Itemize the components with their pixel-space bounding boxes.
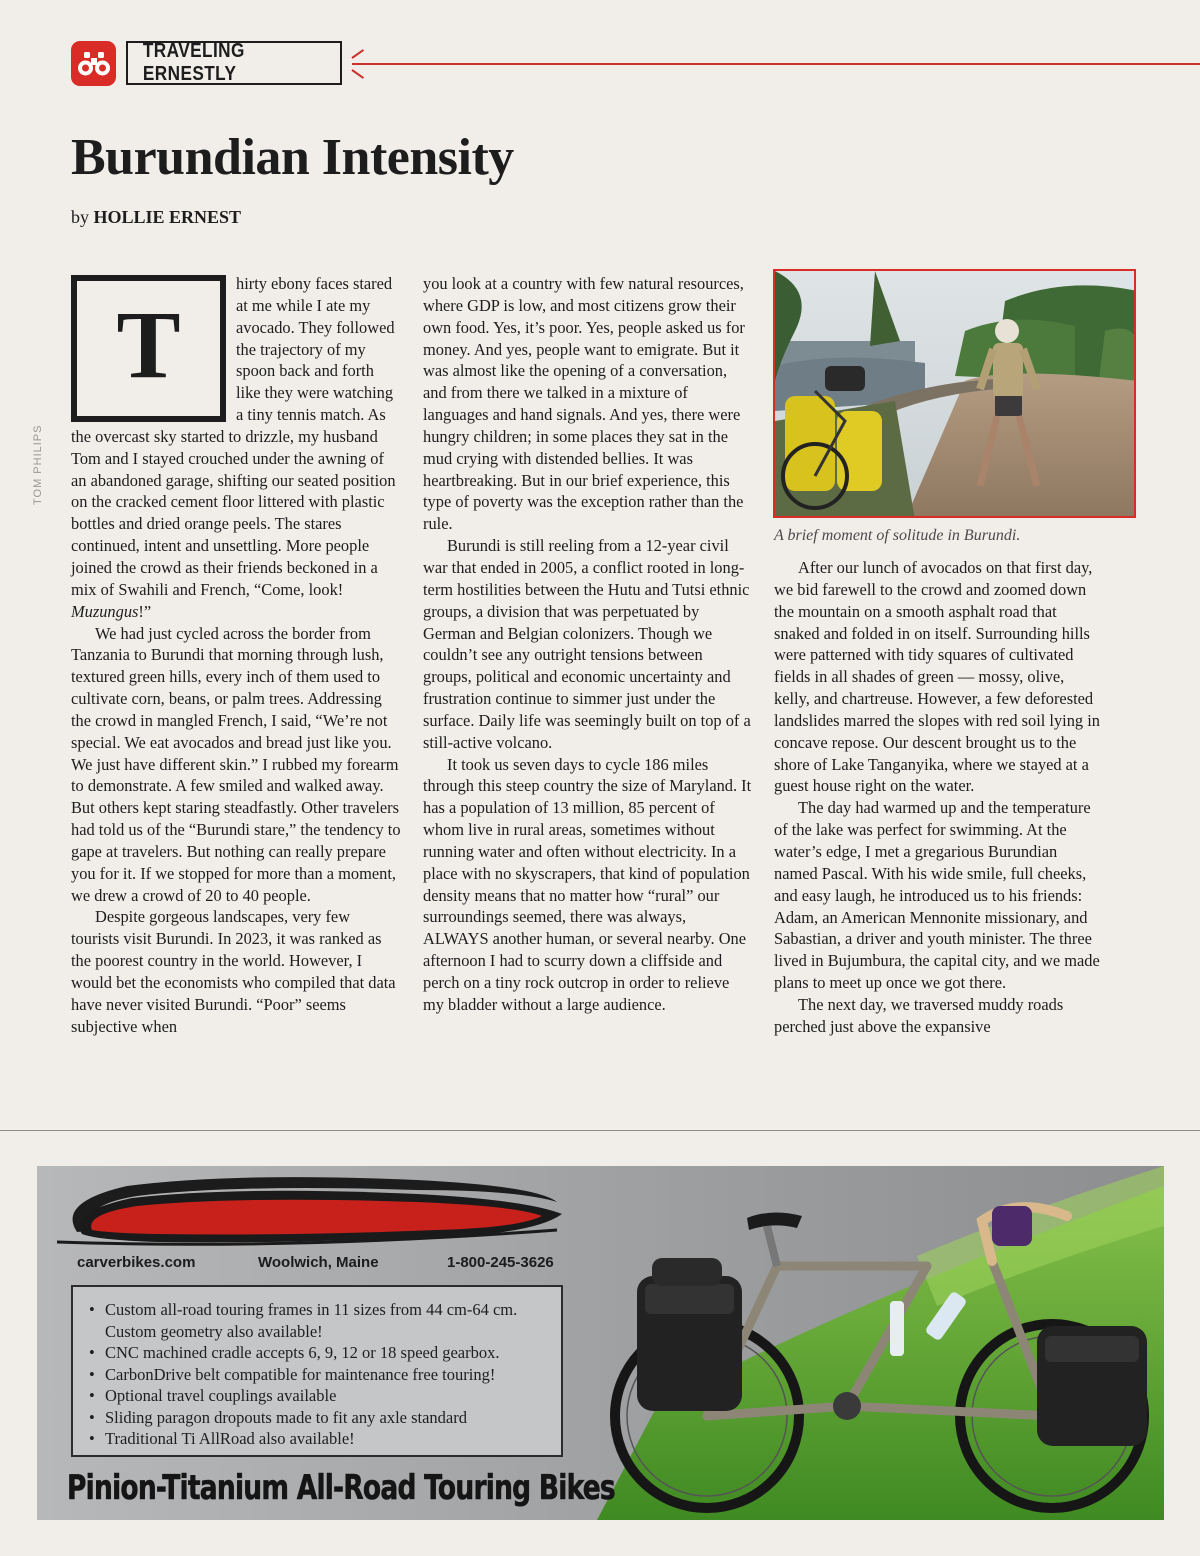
paragraph-3: Despite gorgeous landscapes, very few tourists visit Burundi. In 2023, it was ranked as the poorest country in the world. However, I would bet the economists who compiled that data have never visited Burundi. “Poor” seems subjective when bbox=[71, 907, 396, 1036]
ad-feature: • Optional travel couplings available bbox=[89, 1385, 551, 1407]
byline-prefix: by bbox=[71, 207, 89, 227]
paragraph-1: hirty ebony faces stared at me while I ate my avocado. They followed the trajectory of my spoon back and forth like they were watching a tiny tennis match. As the overcast sky started to drizzle, my husband Tom and I stayed crouched under the awning of an abandoned garage, shifting our seated position on the cracked cement floor littered with plastic bottles and dried orange peels. The stares continued, intent and unsettling. More people joined the crowd as their friends beckoned in a mix of Swahili and French, “Come, look! Muzungus!” bbox=[71, 274, 396, 621]
photo-credit: TOM PHILIPS bbox=[32, 424, 44, 505]
ad-feature: • CarbonDrive belt compatible for maintenance free touring! bbox=[89, 1364, 551, 1386]
article-photo bbox=[773, 269, 1136, 518]
paragraph-5: Burundi is still reeling from a 12-year civil war that ended in 2005, a conflict rooted in long-term hostilities between the Hutu and Tutsi ethnic groups, a division that was perpetuated by German and Belgian colonizers. Though we couldn’t see any outright tensions between groups, political and economic uncertainty and frustration continue to simmer just under the surface. Daily life was seemingly built on top of a still-active volcano. bbox=[423, 536, 751, 752]
paragraph-2: We had just cycled across the border from Tanzania to Burundi that morning through lush, textured green hills, every inch of them used to cultivate corn, beans, or palm trees. Addressing the crowd in mangled French, I said, “We’re not special. We eat avocados and bread just like you. We just have different skin.” I rubbed my forearm to demonstrate. A few smiled and walked away. But others kept staring steadfastly. Other travelers had told us of the “Burundi stare,” the tendency to gape at travelers. But nothing can really prepare you for it. If we stopped for more than a moment, we drew a crowd of 20 to 40 people. bbox=[71, 623, 401, 905]
ad-feature: • CNC machined cradle accepts 6, 9, 12 or 18 speed gearbox. bbox=[89, 1342, 551, 1364]
page-divider bbox=[0, 1130, 1200, 1131]
ad-feature: • Sliding paragon dropouts made to fit any axle standard bbox=[89, 1407, 551, 1429]
header-rule bbox=[352, 63, 1200, 65]
author-name: HOLLIE ERNEST bbox=[93, 207, 242, 227]
ad-feature: • Custom all-road touring frames in 11 sizes from 44 cm-64 cm. Custom geometry also available! bbox=[89, 1299, 551, 1342]
ad-location: Woolwich, Maine bbox=[258, 1254, 379, 1271]
binoculars-icon bbox=[71, 41, 116, 86]
paragraph-7: After our lunch of avocados on that first day, we bid farewell to the crowd and zoomed down the mountain on a smooth asphalt road that snaked and folded in on itself. Surrounding hills were patterned with tidy squares of cultivated fields in all shades of green — mossy, olive, kelly, and chartreuse. However, a few deforested landslides marred the slopes with red soil lying in concave repose. Our descent brought us to the shore of Lake Tanganyika, where we stayed at a guest house right on the water. bbox=[774, 558, 1100, 796]
carver-logo bbox=[37, 1172, 577, 1252]
article-column-1 bbox=[71, 273, 401, 1038]
touring-bike-image bbox=[597, 1166, 1164, 1520]
photo-caption: A brief moment of solitude in Burundi. bbox=[774, 527, 1021, 544]
ad-website[interactable]: carverbikes.com bbox=[77, 1254, 196, 1271]
carver-advertisement[interactable] bbox=[37, 1166, 1164, 1520]
paragraph-9: The next day, we traversed muddy roads perched just above the expansive bbox=[774, 994, 1064, 1036]
paragraph-4: you look at a country with few natural resources, where GDP is low, and most citizens grow their own food. Yes, it’s poor. Yes, people asked us for money. And yes, people want to emigrate. But it was almost like the opening of a conversation, and from there we talked in a mixture of languages and hand signals. And yes, there were hungry children; in some places they sat in the mud crying with distended bellies. It was heartbreaking. But in our brief experience, this type of poverty was the exception rather than the rule. bbox=[423, 274, 745, 534]
paragraph-6: It took us seven days to cycle 186 miles through this steep country the size of Maryland. It has a population of 13 million, 85 percent of whom live in rural areas, sometimes without running water and often without electricity. In a place with no skyscrapers, that kind of population density means that no matter how “rural” our surroundings seemed, there was always, ALWAYS another human, or several nearby. One afternoon I had to scurry down a cliffside and perch on a tiny rock outcrop in order to relieve my bladder without a large audience. bbox=[423, 754, 752, 1014]
ad-feature: • Traditional Ti AllRoad also available! bbox=[89, 1428, 551, 1450]
article-column-3 bbox=[774, 557, 1104, 1038]
ad-slogan: Pinion-Titanium All-Road Touring Bikes bbox=[67, 1468, 615, 1508]
byline bbox=[71, 207, 241, 228]
section-tag: TRAVELING ERNESTLY bbox=[126, 41, 342, 85]
ad-phone[interactable]: 1-800-245-3626 bbox=[447, 1254, 554, 1271]
drop-cap: T bbox=[71, 275, 226, 422]
ad-feature-list bbox=[71, 1285, 563, 1457]
article-column-2 bbox=[423, 273, 753, 1016]
article-title: Burundian Intensity bbox=[71, 129, 514, 186]
paragraph-8: The day had warmed up and the temperature of the lake was perfect for swimming. At the water’s edge, I met a gregarious Burundian named Pascal. With his wide smile, full cheeks, and easy laugh, he introduced us to his friends: Adam, an American Mennonite missionary, and Sabastian, a driver and youth minister. The three lived in Bujumbura, the capital city, and we made plans to meet up once we got there. bbox=[774, 798, 1100, 993]
